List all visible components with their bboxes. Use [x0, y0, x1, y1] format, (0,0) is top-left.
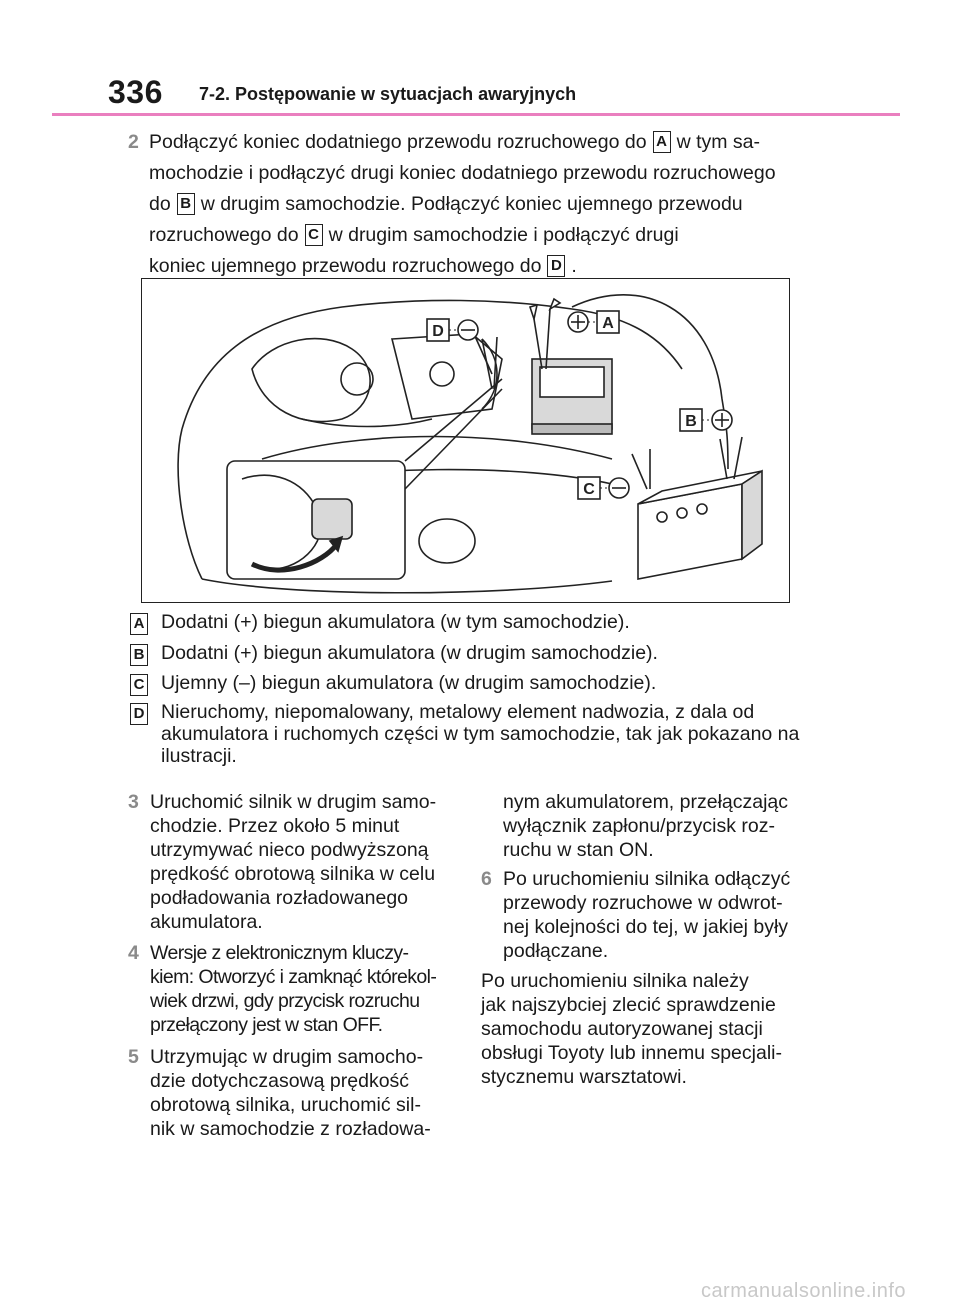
- legend-key-c: C: [130, 674, 148, 696]
- step-3-text: Uruchomić silnik w drugim samo- chodzie. Przez około 5 minut utrzymywać nieco podwyższoną prędkość obrotową silnika w celu podładowania rozładowanego akumulatora.: [150, 791, 437, 933]
- step-6: [481, 867, 821, 963]
- step-2-line-3: do B w drugim samochodzie. Podłączyć koniec ujemnego przewodu: [149, 193, 743, 215]
- step-5-text: Utrzymując w drugim samocho- dzie dotychczasową prędkość obrotową silnika, uruchomić sil- nik w samochodzie z rozładowa-: [150, 1046, 431, 1140]
- legend-text-b: Dodatni (+) biegun akumulatora (w drugim samochodzie).: [161, 642, 658, 664]
- figure-label-b: B: [685, 413, 697, 430]
- figure-label-c: C: [583, 481, 595, 498]
- step-2-line-5: koniec ujemnego przewodu rozruchowego do D .: [149, 255, 577, 277]
- header-divider: [52, 113, 900, 116]
- watermark: carmanualsonline.info: [700, 1280, 906, 1302]
- legend-text-d: Nieruchomy, niepomalowany, metalowy element nadwozia, z dala od akumulatora i ruchomych części w tym samochodzie, tak jak pokazano na ilustracji.: [161, 701, 800, 767]
- legend-text-a: Dodatni (+) biegun akumulatora (w tym samochodzie).: [161, 611, 630, 633]
- step-number: 5: [128, 1046, 139, 1068]
- step-2-line-2: mochodzie i podłączyć drugi koniec dodatniego przewodu rozruchowego: [149, 162, 776, 184]
- step-5-continued-text: nym akumulatorem, przełączając wyłącznik zapłonu/przycisk roz- ruchu w stan ON.: [503, 791, 789, 861]
- step-number: 2: [128, 131, 139, 153]
- closing-text: Po uruchomieniu silnika należy jak najszybciej zlecić sprawdzenie samochodu autoryzowanej stacji obsługi Toyoty lub innemu specjali- stycznemu warsztatowi.: [481, 970, 782, 1088]
- step-4: [128, 941, 468, 1037]
- section-title: 7-2. Postępowanie w sytuacjach awaryjnych: [199, 84, 577, 104]
- key-d-badge: D: [547, 255, 565, 277]
- key-c-badge: C: [305, 224, 323, 246]
- step-number: 3: [128, 791, 139, 813]
- closing-paragraph: [481, 969, 841, 1089]
- step-6-text: Po uruchomieniu silnika odłączyć przewody rozruchowe w odwrot- nej kolejności do tej, w jakiej były podłączane.: [503, 868, 791, 962]
- step-5: [128, 1045, 468, 1141]
- legend-key-d: D: [130, 703, 148, 725]
- legend-text-c: Ujemny (–) biegun akumulatora (w drugim samochodzie).: [161, 672, 657, 694]
- step-3: [128, 790, 468, 934]
- figure-label-d: D: [432, 323, 444, 340]
- engine-bay-drawing: [142, 279, 790, 603]
- step-number: 4: [128, 942, 139, 964]
- page-header: [108, 74, 900, 118]
- legend-key-b: B: [130, 644, 148, 666]
- step-2-line-1: Podłączyć koniec dodatniego przewodu rozruchowego do A w tym sa-: [149, 131, 760, 153]
- step-number: 6: [481, 868, 492, 890]
- key-b-badge: B: [177, 193, 195, 215]
- jump-start-illustration: [141, 278, 790, 603]
- figure-label-a: A: [602, 315, 614, 332]
- page-number: 336: [108, 74, 163, 110]
- step-4-text: Wersje z elektronicznym kluczy- kiem: Otworzyć i zamknąć którekol- wiek drzwi, gdy przycisk rozruchu przełączony jest w stan OFF.: [150, 942, 437, 1036]
- step-2-line-4: rozruchowego do C w drugim samochodzie i podłączyć drugi: [149, 224, 679, 246]
- key-a-badge: A: [653, 131, 671, 153]
- step-2: [128, 127, 828, 282]
- legend-key-a: A: [130, 613, 148, 635]
- step-5-continued: [481, 790, 821, 862]
